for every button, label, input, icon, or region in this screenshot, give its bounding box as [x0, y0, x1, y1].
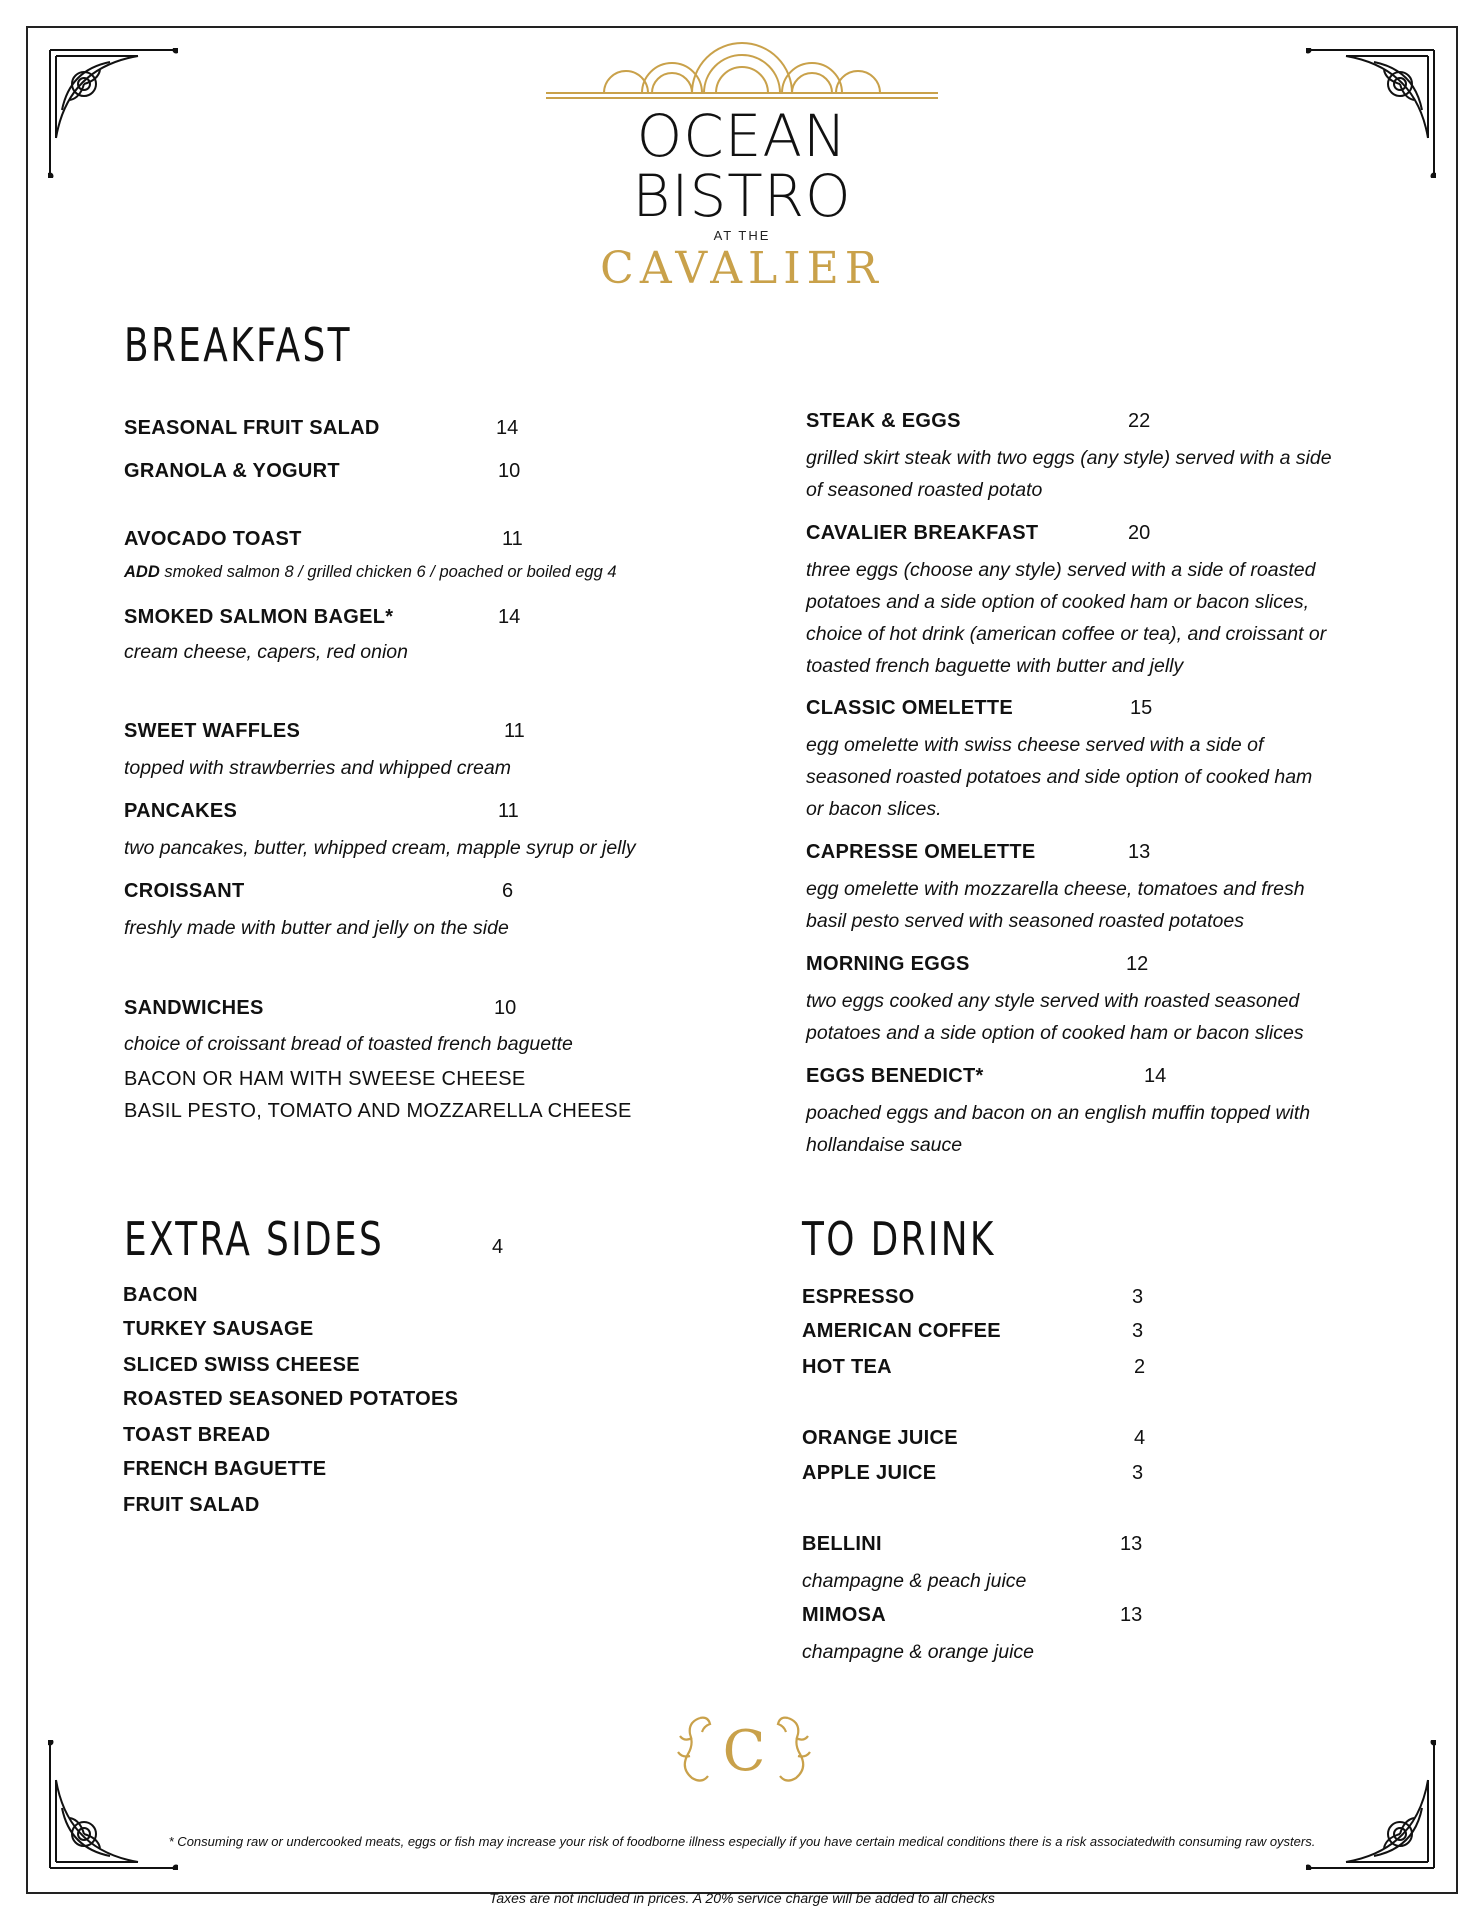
- extra-sides-price: 4: [492, 1236, 504, 1258]
- menu-item-price: 6: [502, 880, 514, 902]
- menu-item-name: EGGS BENEDICT*: [806, 1065, 984, 1087]
- drink-name: APPLE JUICE: [802, 1462, 937, 1484]
- menu-item-name: CROISSANT: [124, 880, 245, 902]
- drink-name: HOT TEA: [802, 1356, 892, 1378]
- menu-item-description: two pancakes, butter, whipped cream, mapple syrup or jelly: [124, 837, 636, 859]
- menu-item-name: SWEET WAFFLES: [124, 720, 301, 742]
- menu-item-description: topped with strawberries and whipped cream: [124, 757, 511, 779]
- drink-price: 3: [1132, 1462, 1144, 1484]
- menu-item-price: 14: [1144, 1065, 1167, 1087]
- menu-item-price: 14: [498, 606, 521, 628]
- menu-item-name: GRANOLA & YOGURT: [124, 460, 340, 482]
- breakfast-heading: BREAKFAST: [124, 318, 352, 372]
- menu-item-description: two eggs cooked any style served with roasted seasoned: [806, 990, 1300, 1012]
- menu-item-description: egg omelette with swiss cheese served with a side of: [806, 734, 1264, 756]
- logo-name: OCEAN BISTRO: [632, 102, 852, 230]
- menu-item-description: basil pesto served with seasoned roasted potatoes: [806, 910, 1244, 932]
- seahorse-emblem-icon: [666, 1708, 822, 1790]
- menu-item-name: SANDWICHES: [124, 997, 264, 1019]
- menu-item-price: 11: [504, 720, 525, 742]
- menu-item-description: cream cheese, capers, red onion: [124, 641, 408, 663]
- food-safety-warning: * Consuming raw or undercooked meats, eggs or fish may increase your risk of foodborne illness especially if you have certain medical conditions there is a risk associatedwith consuming raw oysters.: [168, 1834, 1316, 1849]
- menu-item-description: choice of croissant bread of toasted french baguette: [124, 1033, 573, 1055]
- menu-item-description: seasoned roasted potatoes and side option of cooked ham: [806, 766, 1313, 788]
- menu-item-name: MORNING EGGS: [806, 953, 970, 975]
- side-item: ROASTED SEASONED POTATOES: [123, 1388, 459, 1410]
- corner-ornament-bottom-left: [48, 1740, 178, 1870]
- menu-item-description: potatoes and a side option of cooked ham or bacon slices,: [806, 591, 1309, 613]
- restaurant-logo: [540, 42, 944, 294]
- logo-cavalier: CAVALIER: [600, 243, 884, 294]
- sandwich-option: BASIL PESTO, TOMATO AND MOZZARELLA CHEESE: [124, 1100, 632, 1122]
- drink-name: MIMOSA: [802, 1604, 887, 1626]
- drink-price: 3: [1132, 1320, 1144, 1342]
- add-on-note: ADD smoked salmon 8 / grilled chicken 6 / poached or boiled egg 4: [124, 563, 617, 581]
- corner-ornament-bottom-right: [1306, 1740, 1436, 1870]
- menu-item-name: CLASSIC OMELETTE: [806, 697, 1014, 719]
- menu-item-description: grilled skirt steak with two eggs (any style) served with a side: [806, 447, 1332, 469]
- tax-service-note: Taxes are not included in prices. A 20% service charge will be added to all checks: [489, 1890, 995, 1906]
- drink-name: BELLINI: [802, 1533, 882, 1555]
- menu-item-price: 15: [1130, 697, 1153, 719]
- menu-item-name: CAVALIER BREAKFAST: [806, 522, 1039, 544]
- corner-ornament-top-right: [1306, 48, 1436, 178]
- menu-item-price: 10: [494, 997, 517, 1019]
- menu-item-description: potatoes and a side option of cooked ham or bacon slices: [806, 1022, 1304, 1044]
- menu-item-description: poached eggs and bacon on an english muffin topped with: [806, 1102, 1311, 1124]
- menu-item-description: egg omelette with mozzarella cheese, tomatoes and fresh: [806, 878, 1305, 900]
- menu-item-price: 22: [1128, 410, 1151, 432]
- menu-item-name: PANCAKES: [124, 800, 238, 822]
- menu-item-name: STEAK & EGGS: [806, 410, 961, 432]
- menu-item-description: toasted french baguette with butter and jelly: [806, 655, 1184, 677]
- menu-item-description: choice of hot drink (american coffee or tea), and croissant or: [806, 623, 1327, 645]
- side-item: FRUIT SALAD: [123, 1494, 260, 1516]
- menu-item-price: 20: [1128, 522, 1151, 544]
- drink-name: ORANGE JUICE: [802, 1427, 958, 1449]
- drink-name: ESPRESSO: [802, 1286, 915, 1308]
- side-item: FRENCH BAGUETTE: [123, 1458, 327, 1480]
- extra-sides-heading: EXTRA SIDES: [124, 1212, 385, 1266]
- menu-item-description: three eggs (choose any style) served with a side of roasted: [806, 559, 1316, 581]
- drink-description: champagne & orange juice: [802, 1641, 1034, 1663]
- drink-name: AMERICAN COFFEE: [802, 1320, 1001, 1342]
- menu-item-name: SMOKED SALMON BAGEL*: [124, 606, 394, 628]
- corner-ornament-top-left: [48, 48, 178, 178]
- side-item: SLICED SWISS CHEESE: [123, 1354, 360, 1376]
- menu-item-description: or bacon slices.: [806, 798, 942, 820]
- menu-item-name: CAPRESSE OMELETTE: [806, 841, 1036, 863]
- sandwich-option: BACON OR HAM WITH SWEESE CHEESE: [124, 1068, 526, 1090]
- side-item: TURKEY SAUSAGE: [123, 1318, 314, 1340]
- menu-item-description: of seasoned roasted potato: [806, 479, 1043, 501]
- menu-item-price: 11: [502, 528, 523, 550]
- to-drink-heading: TO DRINK: [802, 1212, 996, 1266]
- logo-at-the: AT THE: [713, 228, 771, 243]
- side-item: BACON: [123, 1284, 198, 1306]
- drink-price: 13: [1120, 1533, 1143, 1555]
- menu-item-price: 12: [1126, 953, 1149, 975]
- drink-description: champagne & peach juice: [802, 1570, 1027, 1592]
- menu-item-name: SEASONAL FRUIT SALAD: [124, 417, 380, 439]
- menu-item-description: freshly made with butter and jelly on the side: [124, 917, 509, 939]
- drink-price: 2: [1134, 1356, 1146, 1378]
- sunrise-arches-icon: [542, 42, 942, 104]
- menu-item-price: 10: [498, 460, 521, 482]
- drink-price: 3: [1132, 1286, 1144, 1308]
- drink-price: 13: [1120, 1604, 1143, 1626]
- drink-price: 4: [1134, 1427, 1146, 1449]
- menu-border: [26, 26, 1458, 1894]
- svg-text:C: C: [722, 1719, 766, 1784]
- menu-item-price: 14: [496, 417, 519, 439]
- menu-item-price: 11: [498, 800, 519, 822]
- menu-item-description: hollandaise sauce: [806, 1134, 963, 1156]
- menu-item-price: 13: [1128, 841, 1151, 863]
- side-item: TOAST BREAD: [123, 1424, 271, 1446]
- menu-item-name: AVOCADO TOAST: [124, 528, 302, 550]
